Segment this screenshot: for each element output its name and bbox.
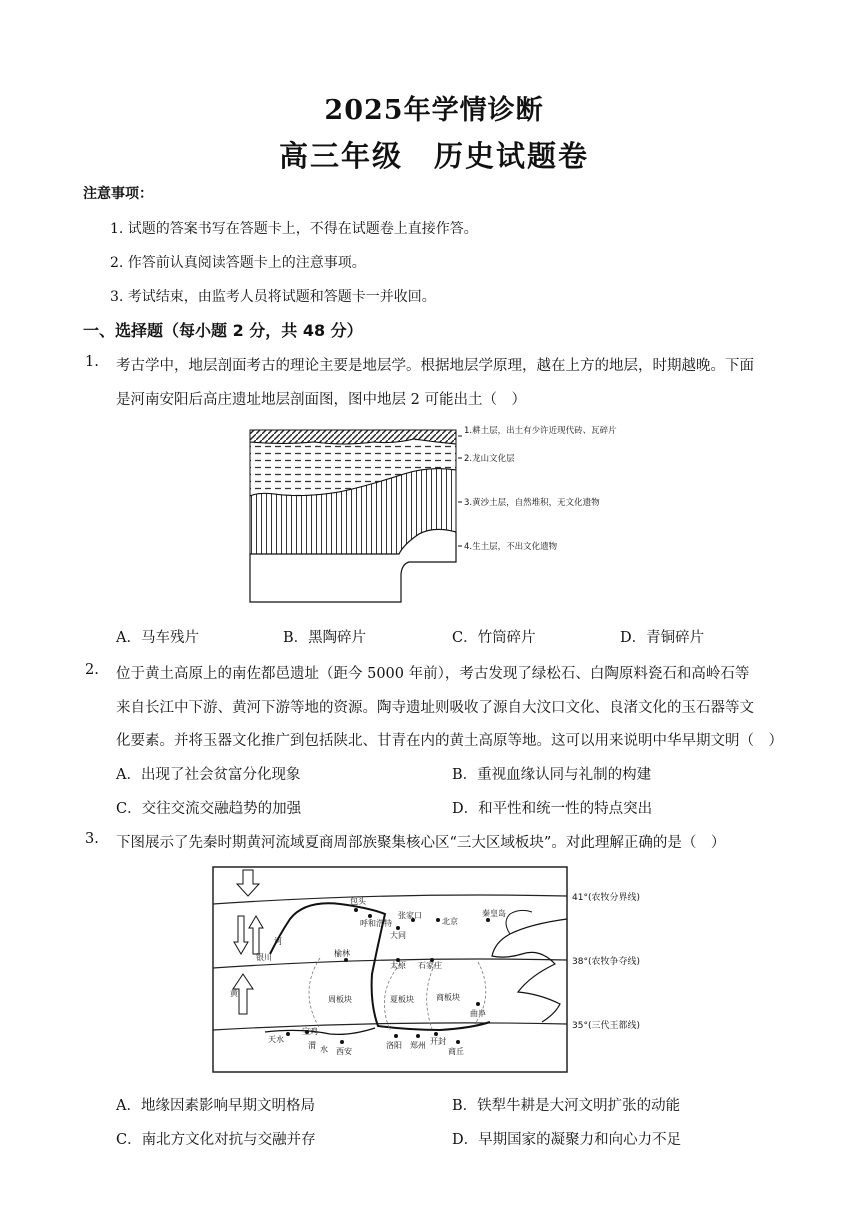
latitude-label: 38°(农牧争夺线) [572,957,640,967]
option-d[interactable]: D．早期国家的凝聚力和向心力不足 [452,1132,682,1148]
option-c[interactable]: C．交往交流交融趋势的加强 [116,801,302,817]
option-a[interactable]: A．出现了社会贫富分化现象 [116,767,301,783]
place-label: 洛阳 [386,1041,402,1050]
layer-label: 3.黄沙土层，自然堆积，无文化遗物 [464,498,600,508]
place-label: 商板块 [436,993,460,1002]
question-text: 位于黄土高原上的南佐都邑遗址（距今 5000 年前），考古发现了绿松石、白陶原料瓷石和高岭石等 [116,666,750,682]
place-label: 呼和浩特 [360,919,392,928]
place-label: 北京 [442,917,458,926]
stratigraphy-diagram [244,422,634,612]
place-label: 包头 [350,897,366,906]
question-text: 来自长江中下游、黄河下游等地的资源。陶寺遗址则吸收了源自大汶口文化、良渚文化的玉石器等文 [116,700,754,716]
place-label: 周板块 [328,995,352,1004]
place-label: 石家庄 [418,961,442,970]
option-b[interactable]: B．黑陶碎片 [283,630,367,646]
place-label: 黄 [230,989,238,998]
question-text: 化要素。并将玉器文化推广到包括陕北、甘青在内的黄土高原等地。这可以用来说明中华早期文明（ ） [116,733,783,749]
latitude-label: 41°(农牧分界线) [572,893,640,903]
place-label: 宝鸡 [302,1027,318,1036]
place-label: 榆林 [334,949,350,958]
question-text: 下图展示了先秦时期黄河流域夏商周部族聚集核心区“三大区域板块”。对此理解正确的是（ ） [116,835,726,851]
place-label: 开封 [430,1037,446,1046]
notice-item: 1. 试题的答案书写在答题卡上，不得在试题卷上直接作答。 [110,221,478,237]
question-text: 考古学中，地层剖面考古的理论主要是地层学。根据地层学原理，越在上方的地层，时期越晚。下面 [116,358,754,374]
option-b[interactable]: B．铁犁牛耕是大河文明扩张的动能 [452,1098,681,1114]
option-a[interactable]: A．地缘因素影响早期文明格局 [116,1098,315,1114]
place-label: 郑州 [410,1041,426,1050]
notice-item: 2. 作答前认真阅读答题卡上的注意事项。 [110,255,366,271]
latitude-label: 35°(三代王都线) [572,1021,640,1031]
place-label: 夏板块 [390,995,414,1004]
question-number: 3. [85,831,99,847]
question-number: 1. [85,354,99,370]
option-a[interactable]: A．马车残片 [116,630,199,646]
notice-item: 3. 考试结束，由监考人员将试题和答题卡一并收回。 [110,289,436,305]
option-d[interactable]: D．和平性和统一性的特点突出 [452,801,653,817]
layer-label: 1.耕土层，出土有少许近现代砖、瓦碎片 [464,426,617,436]
place-label: 曲阜 [470,1009,486,1018]
question-number: 2. [85,662,99,678]
place-label: 河 [274,937,282,946]
place-label: 大同 [390,931,406,940]
layer-label: 4.生土层，不出文化遗物 [464,542,558,552]
place-label: 天水 [268,1035,284,1044]
place-label: 商丘 [448,1047,464,1056]
exam-title-year: 2025年学情诊断 [324,95,544,126]
option-c[interactable]: C．南北方文化对抗与交融并存 [116,1132,316,1148]
layer-label: 2.龙山文化层 [464,454,515,464]
three-regions-map [210,864,666,1076]
option-d[interactable]: D．青铜碎片 [620,630,705,646]
notice-heading: 注意事项： [83,186,153,202]
place-label: 秦皇岛 [482,909,506,918]
place-label: 张家口 [398,911,422,920]
exam-title-subject: 高三年级 历史试题卷 [278,139,589,173]
place-label: 渭 [308,1041,316,1050]
place-label: 西安 [336,1047,352,1056]
option-c[interactable]: C．竹筒碎片 [452,630,536,646]
place-label: 水 [320,1045,328,1054]
place-label: 银川 [256,953,272,962]
option-b[interactable]: B．重视血缘认同与礼制的构建 [452,767,652,783]
section-heading: 一、选择题（每小题 2 分，共 48 分） [83,321,363,340]
place-label: 太原 [390,961,406,970]
question-text: 是河南安阳后高庄遗址地层剖面图，图中地层 2 可能出土（ ） [116,392,526,408]
